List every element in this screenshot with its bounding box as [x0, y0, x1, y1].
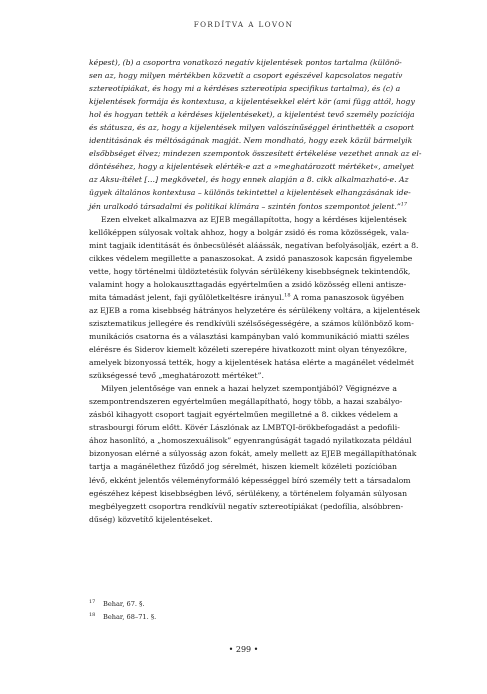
- text-line: identitásának és méltóságának magját. Nem mondható, hogy ezek közül bármelyik: [89, 136, 413, 146]
- text-line: Milyen jelentősége van ennek a hazai helyzet szempontjából? Végignézve a: [101, 384, 397, 394]
- text-line: ügyek általános kontextusa – különös tekintettel a kijelentések elhangzásának ide-: [89, 188, 411, 198]
- text-line-content: jén uralkodó társadalmi és politikai klímára – szintén fontos szempontot jelent.”: [89, 201, 401, 211]
- text-line: hol és hogyan tették a kérdéses kijelentéseket), a kijelentést tevő személy pozíciója: [89, 110, 415, 120]
- footnote-text: Behar, 68–71. §.: [103, 613, 157, 622]
- page-number: • 299 •: [228, 645, 259, 654]
- text-line: kijelentések formája és kontextusa, a kijelentésekkel elért kör (ami függ attól, hogy: [89, 97, 415, 107]
- text-line: az Aksu-ítélet […] megkövetel, és hogy ennek alapján a 8. cikk alkalmazható-e. Az: [89, 175, 409, 185]
- text-line: amelyek bizonyossá tették, hogy a kijelentések hatása elérte a magánélet védelmét: [89, 358, 414, 368]
- text-line: cikkes védelem megillette a panaszosokat. A zsidó panaszosok kapcsán figyelembe: [89, 253, 413, 263]
- text-line: ához hasonlító, a „homoszexuálisok” egyenrangúságát tagadó nyilatkozata például: [89, 436, 412, 446]
- text-line: megbélyegzett csoportra rendkívül negatív sztereotípiákat (pedofília, alsóbbren-: [89, 501, 404, 511]
- text-line: elérésre és Siderov kiemelt közéleti szerepére hivatkozott mint olyan tényezőkre,: [89, 345, 408, 355]
- text-line: képest), (b) a csoportra vonatkozó negatív kijelentések pontos tartalma (különö-: [89, 58, 402, 67]
- text-line: tartja a magánélethez fűződő jog sérelmét, hiszen kiemelt közéleti pozícióban: [89, 462, 397, 472]
- text-line: szükségessé tevő „meghatározott mértéket”.: [89, 371, 264, 381]
- footnote-17: [89, 597, 397, 610]
- text-line: sen az, hogy milyen mértékben közvetít a csoport egészével kapcsolatos negatív: [89, 71, 403, 81]
- text-line: egészéhez képest kisebbségben lévő, sérülékeny, a történelem folyamán súlyosan: [89, 488, 408, 498]
- text-line: munikációs csatorna és a választási kampányban való kommunikáció miatti széles: [89, 331, 410, 341]
- text-line: döntéséhez, hogy a kijelentések elérték-e azt a »meghatározott mértéket«, amelyet: [89, 162, 414, 172]
- text-line: Ezen elveket alkalmazva az EJEB megállapította, hogy a kérdéses kijelentések: [101, 214, 407, 224]
- text-line: szisztematikus jellegére és rendkívüli szélsőségességére, a számos különböző kom-: [89, 318, 414, 328]
- footnote-18: [89, 610, 397, 623]
- text-line: valamint hogy a holokauszttagadás egyértelműen a zsidó közösség elleni antisze-: [89, 279, 407, 289]
- text-line: [89, 200, 408, 213]
- text-line: vette, hogy történelmi üldöztetésük folyván sérülékeny kisebbségnek tekintendők,: [89, 266, 411, 276]
- text-line: zásból kihagyott csoport tagjait egyértelműen megilletné a 8. cikkes védelem a: [89, 410, 398, 420]
- text-line-content: mita támadást jelent, faji gyűlöletkeltésre irányul.: [89, 292, 285, 302]
- footnote-number: 17: [89, 599, 96, 605]
- text-line: bizonyosan elérné a súlyosság azon fokát, amely mellett az EJEB megállapíthatónak: [89, 449, 417, 459]
- footnote-number: 18: [89, 612, 96, 619]
- body-text: [89, 56, 422, 526]
- paragraph-3: [89, 382, 417, 526]
- text-line: az EJEB a roma kisebbség hátrányos helyzetére és sérülékeny voltára, a kijelentések: [89, 305, 420, 315]
- text-line: és státusza, és az, hogy a kijelentések milyen valószínűséggel érinthették a csoport: [89, 123, 415, 133]
- footnote-ref-17[interactable]: 17: [400, 200, 408, 207]
- text-line: kellőképpen súlyosak voltak ahhoz, hogy a bolgár zsidó és roma közösségek, vala-: [89, 227, 409, 237]
- text-line: lévő, ekként jelentős véleményformáló képességgel bíró személy tett a társadalom: [89, 475, 411, 485]
- text-line-content: A roma panaszosok ügyében: [293, 292, 405, 302]
- text-line: elsőbbséget élvez; mindezen szempontok összesített értékelése vezethet annak az el-: [89, 149, 422, 159]
- text-line: mint tagjaik identitását és önbecsülését aláássák, negatívan befolyásolják, ezért a 8.: [89, 240, 419, 250]
- text-line: szempontrendszeren egyértelműen megállapítható, hogy több, a hazai szabályo-: [89, 397, 403, 407]
- text-line: dűség) közvetítő kijelentéseket.: [89, 514, 213, 524]
- text-line: [89, 291, 405, 304]
- text-line: sztereotípiákat, és hogy mi a kérdéses sztereotípia specifikus tartalma), és (c) a: [89, 84, 401, 94]
- paragraph-2: [89, 213, 420, 383]
- text-line: strasbourgi fórum előtt. Kövér Lászlónak az LMBTQI-örökbefogadást a pedofili-: [89, 423, 400, 433]
- running-head: FORDÍTVA A LOVON: [193, 20, 294, 29]
- footnote-ref-18[interactable]: 18: [284, 292, 291, 299]
- paragraph-quote: [89, 56, 422, 213]
- footnotes: [89, 597, 397, 623]
- footnote-text: Behar, 67. §.: [103, 600, 145, 609]
